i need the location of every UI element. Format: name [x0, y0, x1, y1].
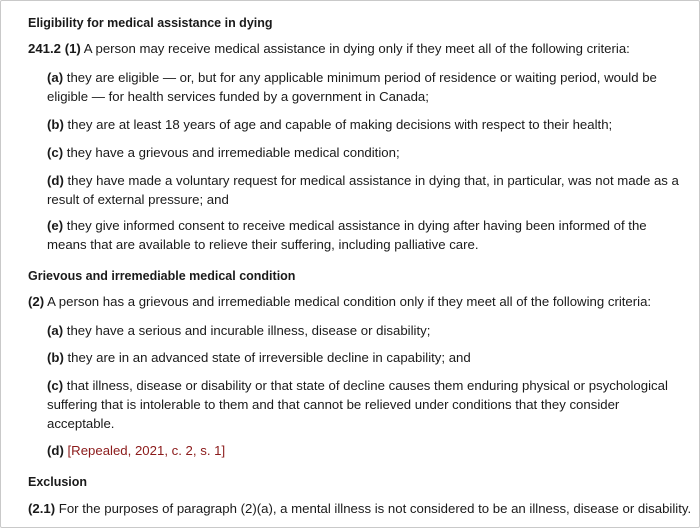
paragraph-label: (c) — [47, 378, 64, 393]
paragraph-label: (a) — [47, 323, 64, 338]
paragraph-label: (a) — [47, 70, 64, 85]
paragraph-1b — [47, 115, 687, 134]
subsection-1 — [28, 39, 678, 58]
subsection-1-text: A person may receive medical assistance in dying only if they meet all of the following criteria: — [83, 41, 630, 56]
subsection-2-1-text: For the purposes of paragraph (2)(a), a mental illness is not considered to be an illness, disease or disability. — [58, 501, 692, 516]
paragraph-text: they are at least 18 years of age and capable of making decisions with respect to their health; — [67, 117, 613, 132]
paragraph-text: they have made a voluntary request for medical assistance in dying that, in particular, was not made as a result of external pressure; and — [47, 173, 679, 207]
paragraph-2a — [47, 321, 687, 340]
paragraph-1e — [47, 216, 687, 254]
repealed-section-link[interactable]: s. 1 — [200, 443, 222, 458]
repealed-close: ] — [221, 443, 226, 458]
repealed-sep: , — [164, 443, 172, 458]
repealed-note — [68, 443, 226, 458]
paragraph-2d-repealed — [47, 441, 687, 460]
paragraph-label: (d) — [47, 443, 64, 458]
subsection-2 — [28, 292, 683, 311]
paragraph-label: (e) — [47, 218, 64, 233]
paragraph-label: (c) — [47, 145, 64, 160]
paragraph-1c — [47, 143, 687, 162]
paragraph-1d — [47, 171, 687, 209]
repealed-year-link[interactable]: 2021 — [134, 443, 165, 458]
repealed-sep: , — [192, 443, 201, 458]
subsection-2-label: (2) — [28, 294, 45, 309]
paragraph-text: they are in an advanced state of irreversible decline in capability; and — [67, 350, 471, 365]
section-number: 241.2 — [28, 41, 62, 56]
subsection-2-1-label: (2.1) — [28, 501, 56, 516]
paragraph-text: that illness, disease or disability or that state of decline causes them enduring physical or psychological suffering that is intolerable to them and that cannot be relieved under conditions that they consider acceptable. — [47, 378, 668, 431]
repealed-open: [Repealed, — [67, 443, 135, 458]
paragraph-text: they have a serious and incurable illness, disease or disability; — [66, 323, 431, 338]
subsection-2-text: A person has a grievous and irremediable medical condition only if they meet all of the following criteria: — [47, 294, 652, 309]
paragraph-text: they give informed consent to receive medical assistance in dying after having been informed of the means that are available to relieve their suffering, including palliative care. — [47, 218, 647, 252]
repealed-chapter-link[interactable]: c. 2 — [171, 443, 193, 458]
section-heading-grievous: Grievous and irremediable medical condition — [28, 269, 296, 283]
section-heading-exclusion: Exclusion — [28, 475, 88, 489]
paragraph-2b — [47, 348, 687, 367]
paragraph-label: (b) — [47, 117, 64, 132]
paragraph-text: they are eligible — or, but for any applicable minimum period of residence or waiting period, would be eligible — for health services funded by a government in Canada; — [47, 70, 657, 104]
paragraph-1a — [47, 68, 687, 106]
subsection-1-label: (1) — [64, 41, 81, 56]
paragraph-label: (d) — [47, 173, 64, 188]
paragraph-label: (b) — [47, 350, 64, 365]
section-heading-eligibility: Eligibility for medical assistance in dying — [28, 16, 273, 30]
paragraph-2c — [47, 376, 677, 433]
paragraph-text: they have a grievous and irremediable medical condition; — [66, 145, 400, 160]
subsection-2-1 — [28, 499, 692, 518]
